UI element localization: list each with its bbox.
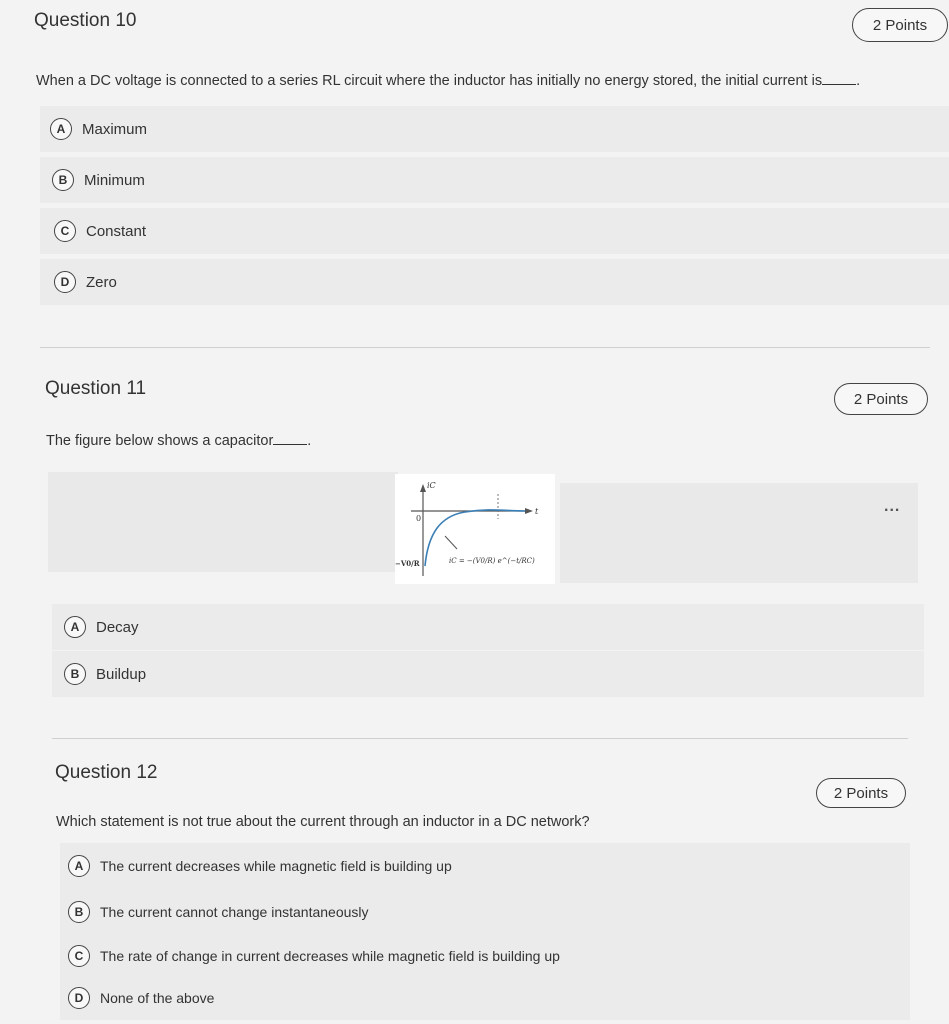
option-label: The rate of change in current decreases while magnetic field is building up	[100, 948, 560, 964]
figure-panel-left	[48, 472, 398, 572]
option-label: Decay	[96, 618, 139, 636]
question-11-prompt-text: The figure below shows a capacitor	[46, 433, 274, 449]
answer-blank	[273, 432, 307, 445]
option-letter-c: C	[54, 220, 76, 242]
question-10-option-c[interactable]	[40, 208, 949, 254]
option-letter-b: B	[64, 663, 86, 685]
figure-panel-right	[560, 483, 918, 583]
figure-zero-label: 0	[416, 514, 422, 523]
option-letter-a: A	[64, 616, 86, 638]
question-divider	[40, 347, 930, 348]
question-11-title: Question 11	[45, 378, 147, 399]
question-12-option-c[interactable]	[60, 933, 910, 979]
question-11-points-badge: 2 Points	[834, 383, 928, 415]
question-12-title: Question 12	[55, 762, 158, 783]
question-12-option-d[interactable]	[60, 976, 910, 1020]
option-letter-d: D	[54, 271, 76, 293]
more-options-icon[interactable]: ...	[884, 498, 901, 515]
question-divider	[52, 738, 908, 739]
figure-y-axis-arrow	[420, 484, 426, 492]
option-letter-c: C	[68, 945, 90, 967]
option-label: The current decreases while magnetic field is building up	[100, 858, 452, 874]
answer-blank	[822, 72, 856, 85]
question-10-option-d[interactable]	[40, 259, 949, 305]
question-12-option-b[interactable]	[60, 889, 910, 935]
question-12-option-a[interactable]	[60, 843, 910, 889]
option-label: Minimum	[84, 171, 145, 189]
option-letter-a: A	[50, 118, 72, 140]
question-10-option-b[interactable]	[40, 157, 949, 203]
question-11-option-a[interactable]	[52, 604, 924, 650]
question-10-title: Question 10	[34, 10, 137, 31]
question-10-points-badge: 2 Points	[852, 8, 948, 42]
prompt-period: .	[307, 433, 312, 449]
option-letter-b: B	[68, 901, 90, 923]
question-10-prompt-text: When a DC voltage is connected to a series RL circuit where the inductor has initially no energy stored, the initial current is	[36, 73, 823, 89]
question-11-option-b[interactable]	[52, 651, 924, 697]
option-letter-a: A	[68, 855, 90, 877]
option-label: Constant	[86, 222, 147, 240]
question-10-prompt	[36, 72, 860, 89]
figure-x-axis-arrow	[525, 508, 533, 514]
question-12-points-badge: 2 Points	[816, 778, 906, 808]
option-label: None of the above	[100, 990, 215, 1006]
figure-neg-label: −V0/R	[395, 559, 420, 568]
option-label: Zero	[86, 273, 117, 291]
prompt-period: .	[856, 73, 861, 89]
question-12-prompt: Which statement is not true about the current through an inductor in a DC network?	[56, 814, 590, 830]
option-letter-b: B	[52, 169, 74, 191]
question-11-prompt	[46, 432, 311, 449]
option-label: The current cannot change instantaneously	[100, 904, 369, 920]
figure-pointer-arrow	[445, 536, 457, 549]
capacitor-current-figure	[395, 474, 555, 584]
question-10-option-a[interactable]	[40, 106, 949, 152]
figure-equation: iC = −(V0/R) e^(−t/RC)	[449, 557, 535, 565]
figure-y-axis-label: iC	[427, 481, 436, 490]
option-label: Maximum	[82, 120, 148, 138]
option-letter-d: D	[68, 987, 90, 1009]
figure-x-axis-label: t	[535, 507, 539, 516]
option-label: Buildup	[96, 665, 147, 683]
